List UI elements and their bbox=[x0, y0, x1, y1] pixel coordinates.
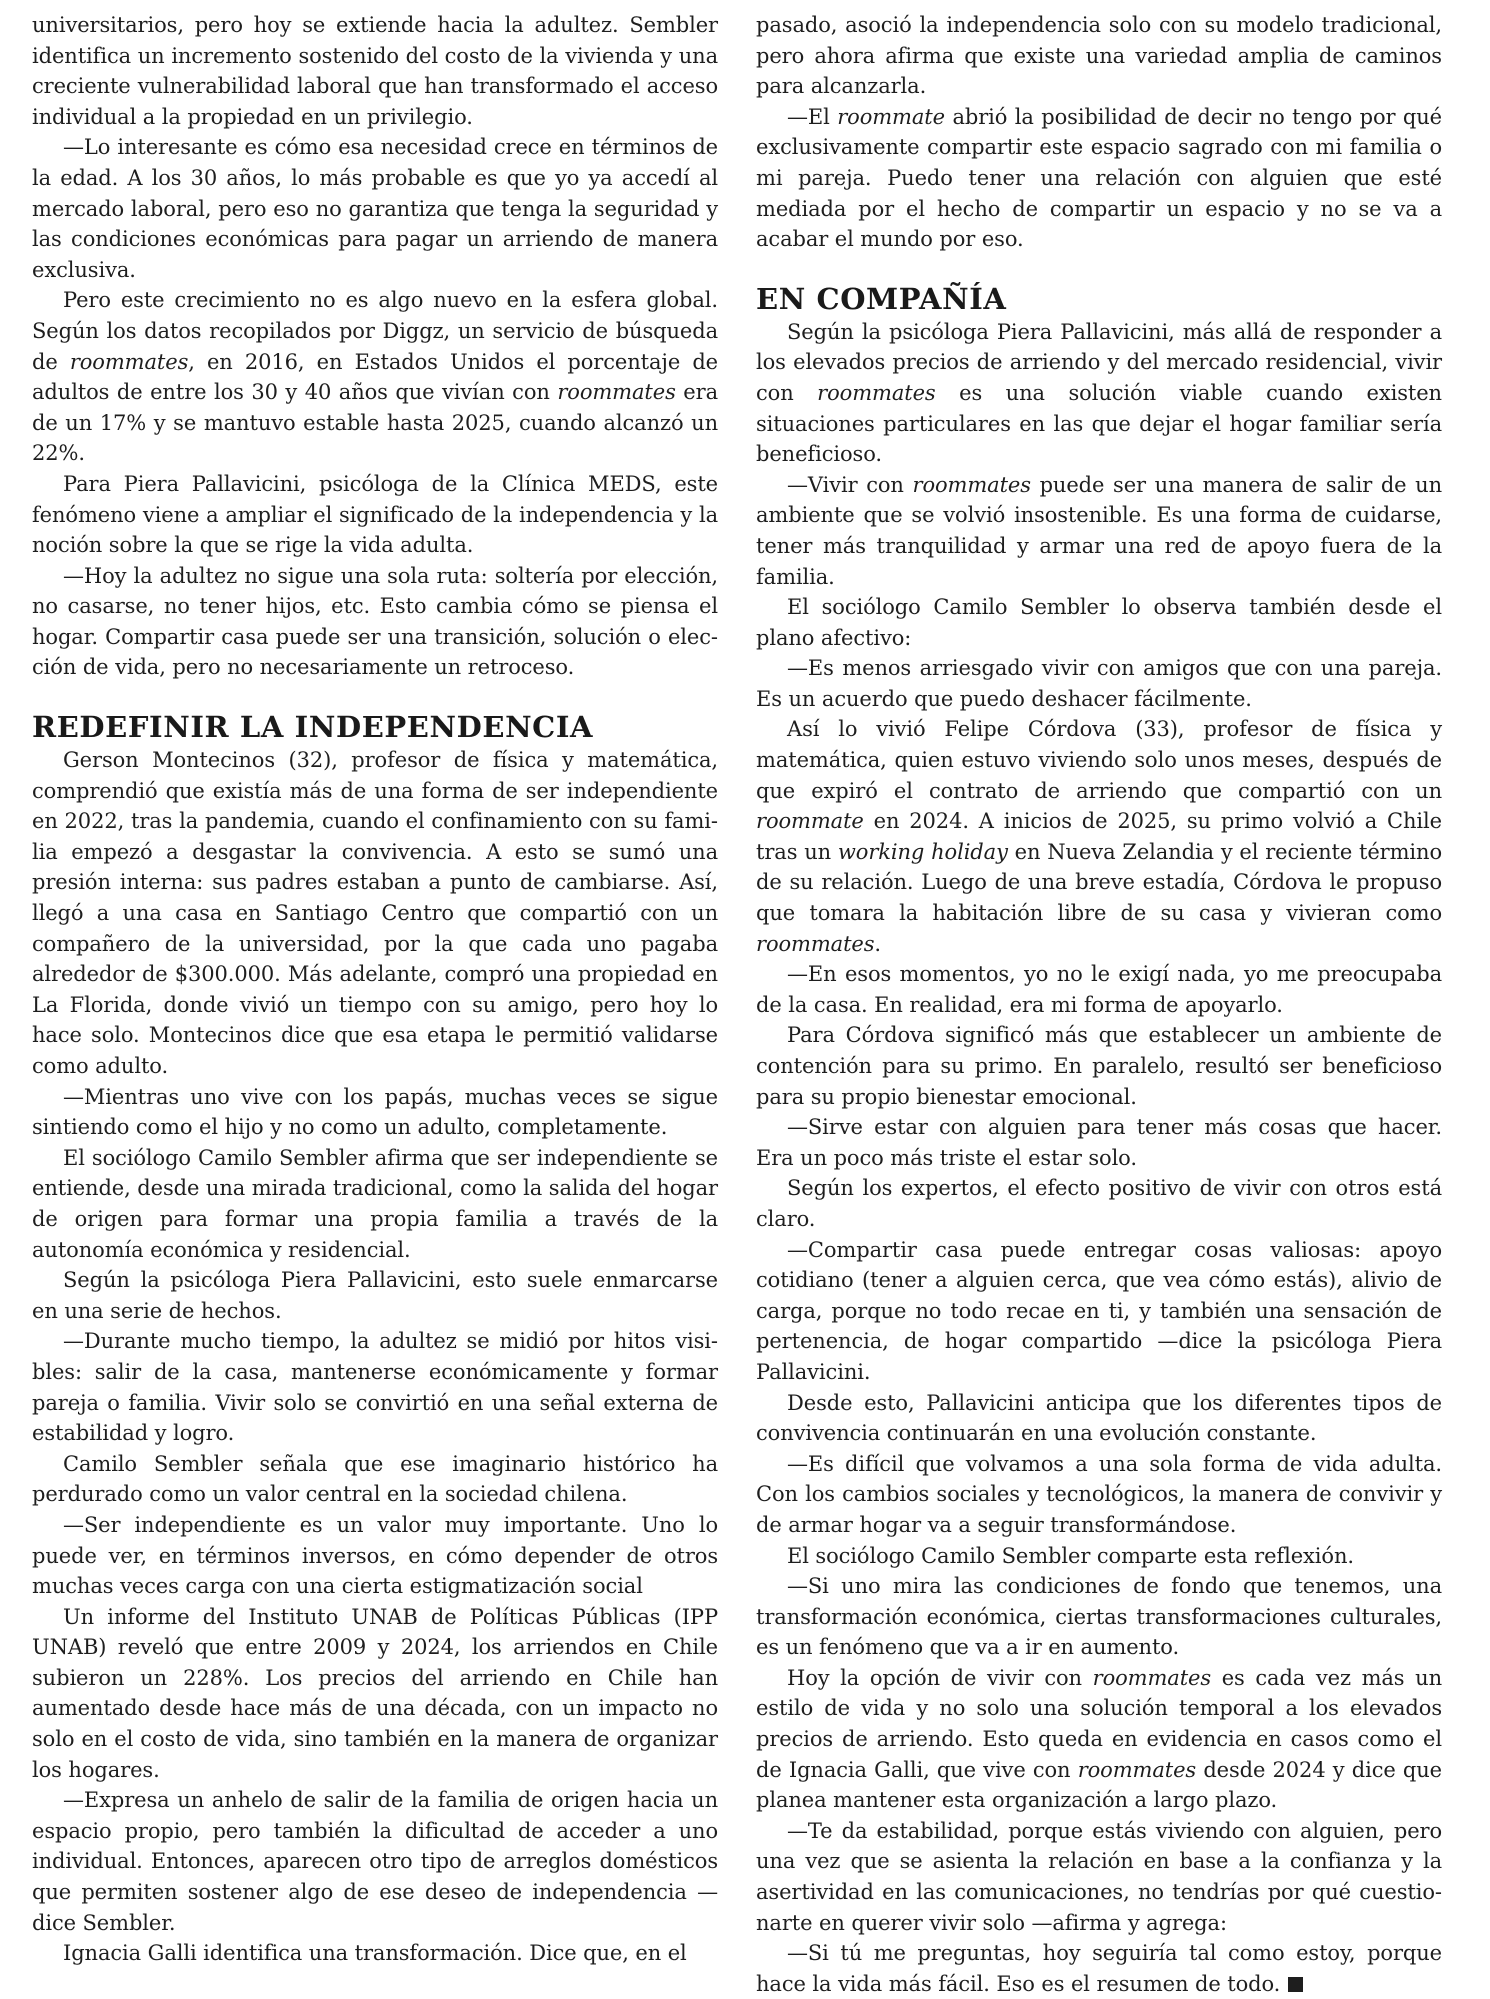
end-of-article-square-icon bbox=[1288, 1977, 1303, 1992]
quote-paragraph: —Te da estabilidad, porque estás viviendo con alguien, pero una vez que se asienta la relación en base a la confianza y la asertividad en las comunicaciones, no tendrías por qué cuestionarte en querer vivir solo —afirma y agrega: bbox=[756, 1818, 1442, 1935]
paragraph: Según la psicóloga Piera Pallavicini, más allá de responder a los elevados precios de arriendo y del mercado residencial, vivir con roommates es una solución viable cuando existen situaciones particulares en las que dejar el hogar familiar sería beneficioso. bbox=[756, 319, 1442, 467]
quote-paragraph-final: —Si tú me preguntas, hoy seguiría tal como estoy, porque hace la vida más fácil. Eso es el resumen de todo. bbox=[756, 1941, 1442, 1996]
quote-paragraph: —Sirve estar con alguien para tener más cosas que hacer. Era un poco más triste el estar solo. bbox=[756, 1115, 1442, 1170]
article-page bbox=[32, 10, 1442, 1999]
quote-paragraph: —Mientras uno vive con los papás, muchas veces se sigue sintiendo como el hijo y no como un adulto, completamente. bbox=[32, 1084, 718, 1140]
paragraph: El sociólogo Camilo Sembler lo observa también desde el plano afectivo: bbox=[756, 595, 1442, 650]
paragraph: Según la psicóloga Piera Pallavicini, esto suele enmarcarse en una serie de hechos. bbox=[32, 1268, 718, 1323]
paragraph: Un informe del Instituto UNAB de Políticas Públicas (IPP UNAB) reveló que entre 2009 y 2024, los arriendos en Chile subieron un 228%. Los precios del arriendo en Chile han aumentado desde hace más de una década, con un impacto no solo en el costo de vida, sino también en la manera de organizar los hogares. bbox=[32, 1604, 718, 1782]
quote-paragraph: —Expresa un anhelo de salir de la familia de origen hacia un espacio propio, pero también la dificultad de acceder a uno individual. Entonces, aparecen otro tipo de arreglos domésticos que permiten sostener algo de ese deseo de independencia —dice Sembler. bbox=[32, 1788, 718, 1935]
paragraph: Ignacia Galli identifica una transformación. Dice que, en el bbox=[63, 1941, 687, 1966]
paragraph: Pero este crecimiento no es algo nuevo en la esfera global. Según los datos recopilados por Diggz, un servicio de búsqueda de roommates, en 2016, en Estados Unidos el porcentaje de adultos de entre los 30 y 40 años que vivían con roommates era de un 17% y se mantuvo estable hasta 2025, cuando alcanzó un 22%. bbox=[32, 288, 718, 466]
section-heading-redefinir: REDEFINIR LA INDEPENDENCIA bbox=[32, 710, 594, 745]
left-column bbox=[32, 10, 718, 1999]
paragraph: Desde esto, Pallavicini anticipa que los diferentes tipos de convivencia continuarán en una evolución constante. bbox=[756, 1390, 1442, 1446]
quote-paragraph: —Compartir casa puede entregar cosas valiosas: apoyo cotidiano (tener a alguien cerca, que vea cómo estás), alivio de carga, porque no todo recae en ti, y también una sensación de pertenencia, de hogar compartido —dice la psicóloga Piera Pallavicini. bbox=[756, 1237, 1442, 1384]
paragraph: Para Piera Pallavicini, psicóloga de la Clínica MEDS, este fenómeno viene a ampliar el significado de la independencia y la noción sobre la que se rige la vida adulta. bbox=[32, 471, 718, 558]
paragraph: pasado, asoció la independencia solo con su modelo tradicional, pero ahora afirma que existe una variedad amplia de caminos para alcanzarla. bbox=[756, 13, 1442, 99]
quote-paragraph: —Ser independiente es un valor muy importante. Uno lo puede ver, en términos inversos, en cómo depender de otros muchas veces carga con una cierta estigmatización social bbox=[32, 1512, 718, 1599]
quote-paragraph: —El roommate abrió la posibilidad de decir no tengo por qué exclusivamente compartir este espacio sagrado con mi familia o mi pareja. Puedo tener una relación con alguien que esté mediada por el hecho de compartir un espacio y no se va a acabar el mundo por eso. bbox=[756, 104, 1442, 252]
paragraph: Camilo Sembler señala que ese imaginario histórico ha perdurado como un valor central en la sociedad chilena. bbox=[32, 1451, 718, 1507]
quote-paragraph: —Es difícil que volvamos a una sola forma de vida adulta. Con los cambios sociales y tecnológicos, la manera de convivir y de armar hogar va a seguir transformándose. bbox=[756, 1451, 1442, 1537]
paragraph: Para Córdova significó más que establecer un ambiente de contención para su primo. En paralelo, resultó ser beneficioso para su propio bienestar emocional. bbox=[756, 1023, 1442, 1109]
quote-paragraph: —Durante mucho tiempo, la adultez se midió por hitos visibles: salir de la casa, mantenerse económicamente y formar pareja o familia. Vivir solo se convirtió en una señal externa de estabilidad y logro. bbox=[32, 1329, 718, 1446]
paragraph: Según los expertos, el efecto positivo de vivir con otros está claro. bbox=[756, 1176, 1442, 1231]
paragraph: Así lo vivió Felipe Córdova (33), profesor de física y matemática, quien estuvo viviendo solo unos meses, después de que expiró el contrato de arriendo que compartió con un roommate en 2024. A inicios de 2025, su primo volvió a Chile tras un working holiday en Nueva Zelandia y el reciente término de su relación. Luego de una breve estadía, Córdova le propuso que tomara la habitación libre de su casa y vivieran como roommates. bbox=[756, 717, 1443, 956]
quote-paragraph: —En esos momentos, yo no le exigí nada, yo me preocupaba de la casa. En realidad, era mi forma de apoyarlo. bbox=[756, 962, 1442, 1017]
quote-paragraph: —Vivir con roommates puede ser una manera de salir de un ambiente que se volvió insostenible. Es una forma de cuidarse, tener más tranquilidad y armar una red de apoyo fuera de la familia. bbox=[756, 472, 1443, 589]
quote-paragraph: —Lo interesante es cómo esa necesidad crece en términos de la edad. A los 30 años, lo más probable es que yo ya accedí al mercado laboral, pero eso no garantiza que tenga la seguridad y las condiciones económicas para pagar un arriendo de manera exclusiva. bbox=[32, 135, 718, 282]
paragraph: El sociólogo Camilo Sembler afirma que ser independiente se entiende, desde una mirada tradicional, como la salida del hogar de origen para formar una propia familia a través de la autonomía económica y residencial. bbox=[32, 1145, 718, 1262]
section-heading-en-compania: EN COMPAÑÍA bbox=[756, 281, 1007, 316]
paragraph: Hoy la opción de vivir con roommates es cada vez más un estilo de vida y no solo una solución temporal a los elevados precios de arriendo. Esto queda en evidencia en casos como el de Ignacia Galli, que vive con roommates desde 2024 y dice que planea mantener esta organización a largo plazo. bbox=[756, 1665, 1442, 1813]
paragraph: universitarios, pero hoy se extiende hacia la adultez. Sembler identifica un incremento sostenido del costo de la vivienda y una creciente vulnerabilidad laboral que han transformado el acceso individual a la propiedad en un privilegio. bbox=[32, 13, 718, 129]
right-column bbox=[756, 10, 1442, 1999]
quote-paragraph: —Hoy la adultez no sigue una sola ruta: soltería por elección, no casarse, no tener hijos, etc. Esto cambia cómo se piensa el hogar. Compartir casa puede ser una transición, solución o elección de vida, pero no necesariamente un retroceso. bbox=[32, 563, 718, 680]
paragraph: Gerson Montecinos (32), profesor de física y matemática, comprendió que existía más de una forma de ser independiente en 2022, tras la pandemia, cuando el confinamiento con su familia empezó a desgastar la convivencia. A esto se sumó una presión interna: sus padres estaban a punto de cambiarse. Así, llegó a una casa en Santiago Centro que compartió con un compañero de la universidad, por la que cada uno pagaba alrededor de $300.000. Más adelante, compró una propiedad en La Florida, donde vivió un tiempo con su amigo, pero hoy lo hace solo. Montecinos dice que esa etapa le permitió validarse como adulto. bbox=[32, 748, 718, 1078]
paragraph: El sociólogo Camilo Sembler comparte esta reflexión. bbox=[787, 1543, 1354, 1568]
quote-paragraph: —Si uno mira las condiciones de fondo que tenemos, una transformación económica, ciertas transformaciones culturales, es un fenómeno que va a ir en aumento. bbox=[756, 1574, 1442, 1660]
quote-paragraph: —Es menos arriesgado vivir con amigos que con una pareja. Es un acuerdo que puedo deshacer fácilmente. bbox=[756, 656, 1442, 711]
